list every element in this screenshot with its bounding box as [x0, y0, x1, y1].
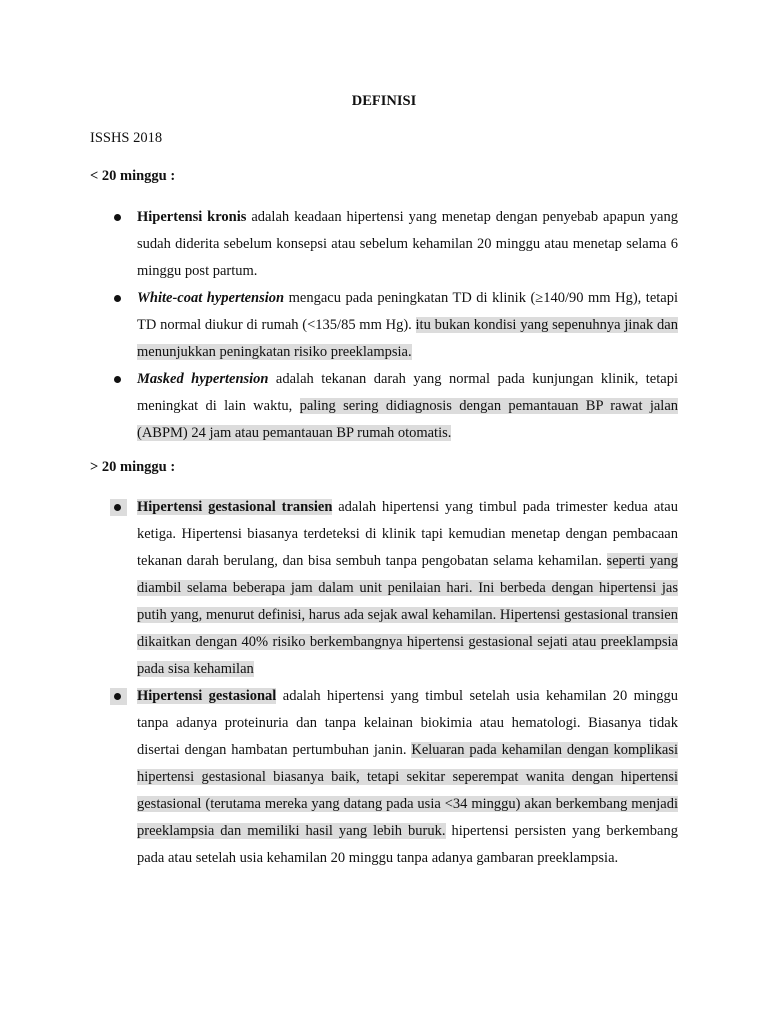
item-tail: hipertensi persisten yang berkembang pada atau setelah usia kehamilan 20 minggu tanpa adanya gambaran preeklampsia. — [137, 823, 678, 866]
list-item — [90, 366, 678, 447]
list-item — [90, 204, 678, 285]
definition-list-under-20 — [90, 204, 678, 447]
item-term: Masked hypertension — [137, 371, 269, 387]
item-text: adalah tekanan darah yang normal pada kunjungan klinik, tetapi meningkat di lain waktu, — [137, 371, 678, 414]
item-term: White-coat hypertension — [137, 290, 285, 306]
item-term: Hipertensi gestasional transien — [137, 499, 333, 515]
page-title: DEFINISI — [351, 93, 417, 109]
bullet-icon — [114, 376, 121, 383]
item-highlight: itu bukan kondisi yang sepenuhnya jinak dan menunjukkan peningkatan risiko preeklampsia. — [137, 317, 678, 360]
bullet-icon — [114, 295, 121, 302]
item-text: adalah keadaan hipertensi yang menetap dengan penyebab apapun yang sudah diderita sebelum konsepsi atau sebelum kehamilan 20 minggu atau menetap selama 6 minggu post partum. — [137, 209, 678, 279]
item-highlight: paling sering didiagnosis dengan pemantauan BP rawat jalan (ABPM) 24 jam atau pemantauan BP rumah otomatis. — [137, 398, 679, 441]
item-text: adalah hipertensi yang timbul setelah usia kehamilan 20 minggu tanpa adanya proteinuria dan tanpa kelainan biokimia atau hematologi. Biasanya tidak disertai dengan hambatan pertumbuhan janin. — [137, 688, 678, 758]
list-item — [90, 285, 678, 366]
item-term: Hipertensi kronis — [137, 209, 247, 225]
item-text: adalah hipertensi yang timbul pada trimester kedua atau ketiga. Hipertensi biasanya terdeteksi di klinik tapi kemudian menetap dengan pembacaan tekanan darah berulang, dan bisa sembuh tanpa pengobatan selama kehamilan. — [137, 499, 678, 569]
item-term: Hipertensi gestasional — [137, 688, 277, 704]
item-highlight: Keluaran pada kehamilan dengan komplikasi hipertensi gestasional biasanya baik, tetapi sekitar seperempat wanita dengan hipertensi gestasional (terutama mereka yang datang pada usia <34 minggu) akan berkembang menjadi preeklampsia dan memiliki hasil yang lebih buruk. — [137, 742, 678, 839]
bullet-icon — [114, 504, 121, 511]
section-heading-under-20: < 20 minggu : — [90, 168, 176, 184]
item-highlight: seperti yang diambil selama beberapa jam dalam unit penilaian hari. Ini berbeda dengan hipertensi jas putih yang, menurut definisi, harus ada sejak awal kehamilan. Hipertensi gestasional transien dikaitkan dengan 40% risiko berkembangnya hipertensi gestasional sejati atau preeklampsia pada sisa kehamilan — [137, 553, 678, 677]
list-item — [90, 494, 678, 683]
item-text: mengacu pada peningkatan TD di klinik (≥140/90 mm Hg), tetapi TD normal diukur di rumah (<135/85 mm Hg). — [137, 290, 678, 333]
source-label: ISSHS 2018 — [90, 130, 163, 146]
section-heading-over-20: > 20 minggu : — [90, 459, 176, 475]
definition-list-over-20 — [90, 494, 678, 872]
bullet-highlight — [110, 688, 127, 705]
bullet-icon — [114, 214, 121, 221]
list-item — [90, 683, 678, 872]
bullet-icon — [114, 693, 121, 700]
bullet-highlight — [110, 499, 127, 516]
